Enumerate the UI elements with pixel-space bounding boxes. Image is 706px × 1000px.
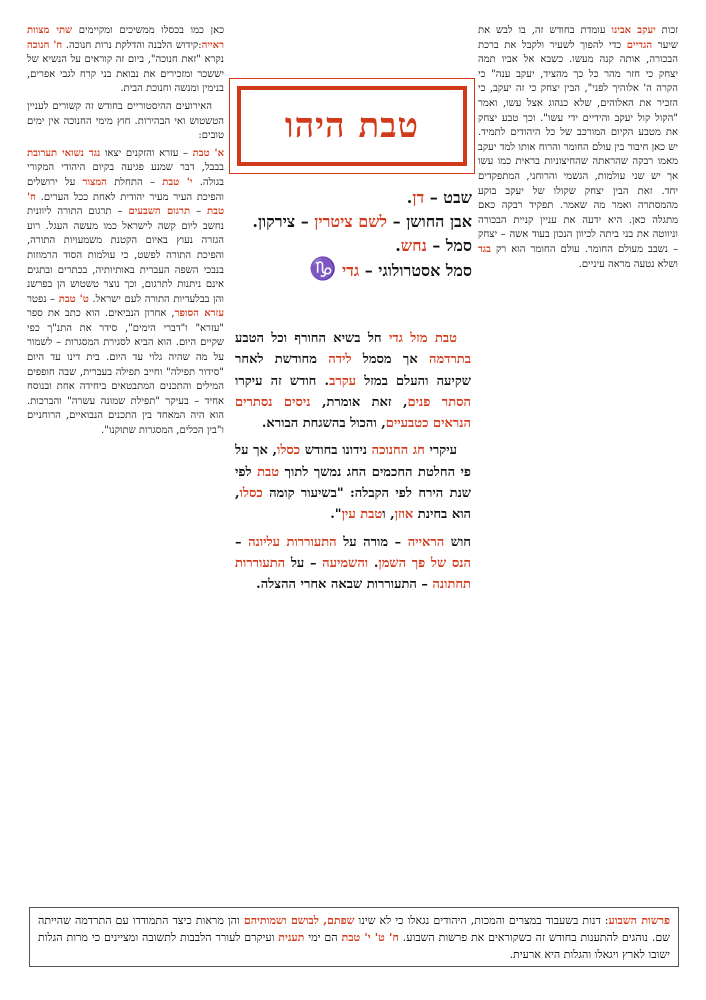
info-tribe: שבט – דן. <box>406 188 472 207</box>
left-paragraph-2: האירועים ההיסטוריים בחודש זה קשורים לעניין הטשטוש ואי הבהירות. חוץ מימי החנוכה אין ימים טובים: <box>27 100 224 142</box>
weekly-portion-box: פרשות השבוע: דנות בשעבוד במצרים והמכות, היהודים נגאלו כי לא שינו שפתם, לבושם ושמותיהם והן מראות כיצד התמודדו עם התרדמה שהייתה שם. נוהגים להתענות בחודש זה כשקוראים את פרשות השבוע. ח' ט' י' טבת הם ימי תענית ועיקרם לעורר הלבבות לתשובה ומציינים כי מרות הגלות ישובו לארץ ויגאלו והגלות היא ארעית. <box>29 907 679 967</box>
right-paragraph: זכות יעקב אבינו עומדת בחודש זה, בו לבש את שיער הגדיים כדי להפוך לשעיר ולקבל את ברכת הבכורה, אותה קנה מעשו. כשבא אל אביו תמה יצחק כי חזר מהר כל כך מהציד, יעקב ענה" כי הקרה ה' אלוהיך לפני", הבין יצחק כי זה יעקב, כי הזכיר את האלוהים, שלא כנהוג אצל עשו, ואמר "הקול קול יעקב והידיים ידי עשו". וכך טבע יצחק את מטבע הקיום המורכב של כל היהודים לתמיד. יש כאן חיבור בין עולם החומר והרוח אותו למד יעקב מאמו רבקה שהראתה שהחיצוניות בראית כמו עשו אך יש שני עולמות, הגשמי והרוחני, המתפקדים יחד. זאת הבין יצחק שקולו של יעקב בוקע מהמסתרה ואמר מה שאמר. תפקיד רבקה כאם מתגלה כאן. היא ידעה את עניין קניית הבכורה וניווטה את בני ביתה לכיוון הנכון בעוד אשה – יצחק – נשבב מעולם החומר. עולם החומר הוא רק בגד ושלא נטעה מראה עיניים. <box>478 25 678 270</box>
left-paragraph-1: כאן כמו בכסלו ממשיכים ומקיימים שתי מצוות ראייה:קידוש הלבנה והדלקת נרות חנוכה. ח' חנוכה נקרא "זאת חנוכה", ביום זה קוראים על הנשיא של יששכר ומזכירים את נבואת בני קרח לגבי אפרים, בנימין ומנשה וחנוכת הבית. <box>27 25 224 95</box>
page-title: טבת היהו <box>284 106 420 146</box>
info-astro: סמל אסטרולוגי – גדי ♑ <box>309 257 472 282</box>
mid-paragraph-3: חוש הראייה – מורה על התעוררות עליונה – הנס של פך השמן. והשמיעה – על התעוררות תחתונה – התעוררות שבאה אחרי ההצלה. <box>235 534 472 593</box>
mid-paragraph-2: עיקרי חג החנוכה נידונו בחודש כסלו, אך על פי החלטת החכמים החג נמשך לתוך טבת לפי שנת הירח לפי הקבלה: "בשיעור קומה כסלו, הוא בחינת אוזן, וטבת עין". <box>235 443 472 523</box>
capricorn-icon: ♑ <box>309 257 337 282</box>
right-column <box>478 24 678 275</box>
left-paragraph-3: א' טבת – עזרא והזקנים יצאו נגד נשואי תערובת בבבל, דבר שמנע פגיעה בקיום היהודי המקורי בגולה. י' טבת – התחלת המצור על ירושלים והפיכת העיר מעיר יהודית לאחת ככל הערים. ח' טבת – תרגום השבעים – תרגום התורה ליוונית נחשב ליום קשה לישראל כמו מעשה העגל. רוע הגזרה נעוץ באיום הקטנת משמעויות התורה, והפיכת התורה לפשט, כי עולמות הסוד הרמוזות בנבכי השפה העברית באותיותיה, בכתרים ובתגים אינם ניתנות לתרגום, וכך נוצר טשטוש הן בפרשנ והן בבלעדיות התורה לעם ישראל. ט' טבת – נפטר עזרא הסופר, אחרון הנביאים. הוא כתב את ספר "עזרא" ו"דברי הימים", סידר את התנ"ך כפי שקיים היום. הוא הביא לסגירת המסגרות – לשמור על מה שהיה גלוי עד היום. בית דינו עד היום "סידור תפילה" וחייב תפילה בעברית, שבה חופפים המילים והתכנים המתבטאים ביחידה אחת ובנוסח אחיד – בעיקר "תפילת שמונה עשרה" והברכות. הוא היה המאחד בין התכנים הנבואיים, הרוחניים ו"בין הכלים, המסגרות שתוקנו". <box>27 147 225 437</box>
info-stone: אבן החושן – לשם ציטרין – צירקון. <box>252 212 472 231</box>
info-symbol: סמל – נחש. <box>395 236 472 255</box>
title-frame <box>229 78 475 174</box>
left-column <box>27 24 224 442</box>
title-inner-frame <box>237 86 467 166</box>
mid-paragraph-1: טבת מזל גדי חל בשיא החורף וכל הטבע בתרדמה אך מסמל לידה מחודשת לאחר שקיעה והעלם במזל עקרב. חודש זה עיקרו הסתר פנים, זאת אומרת, ניסים נסתרים הנראים כטבעיים, והכול בהשגחת הבורא. <box>235 331 471 432</box>
month-info <box>240 186 472 283</box>
middle-column <box>235 328 471 602</box>
